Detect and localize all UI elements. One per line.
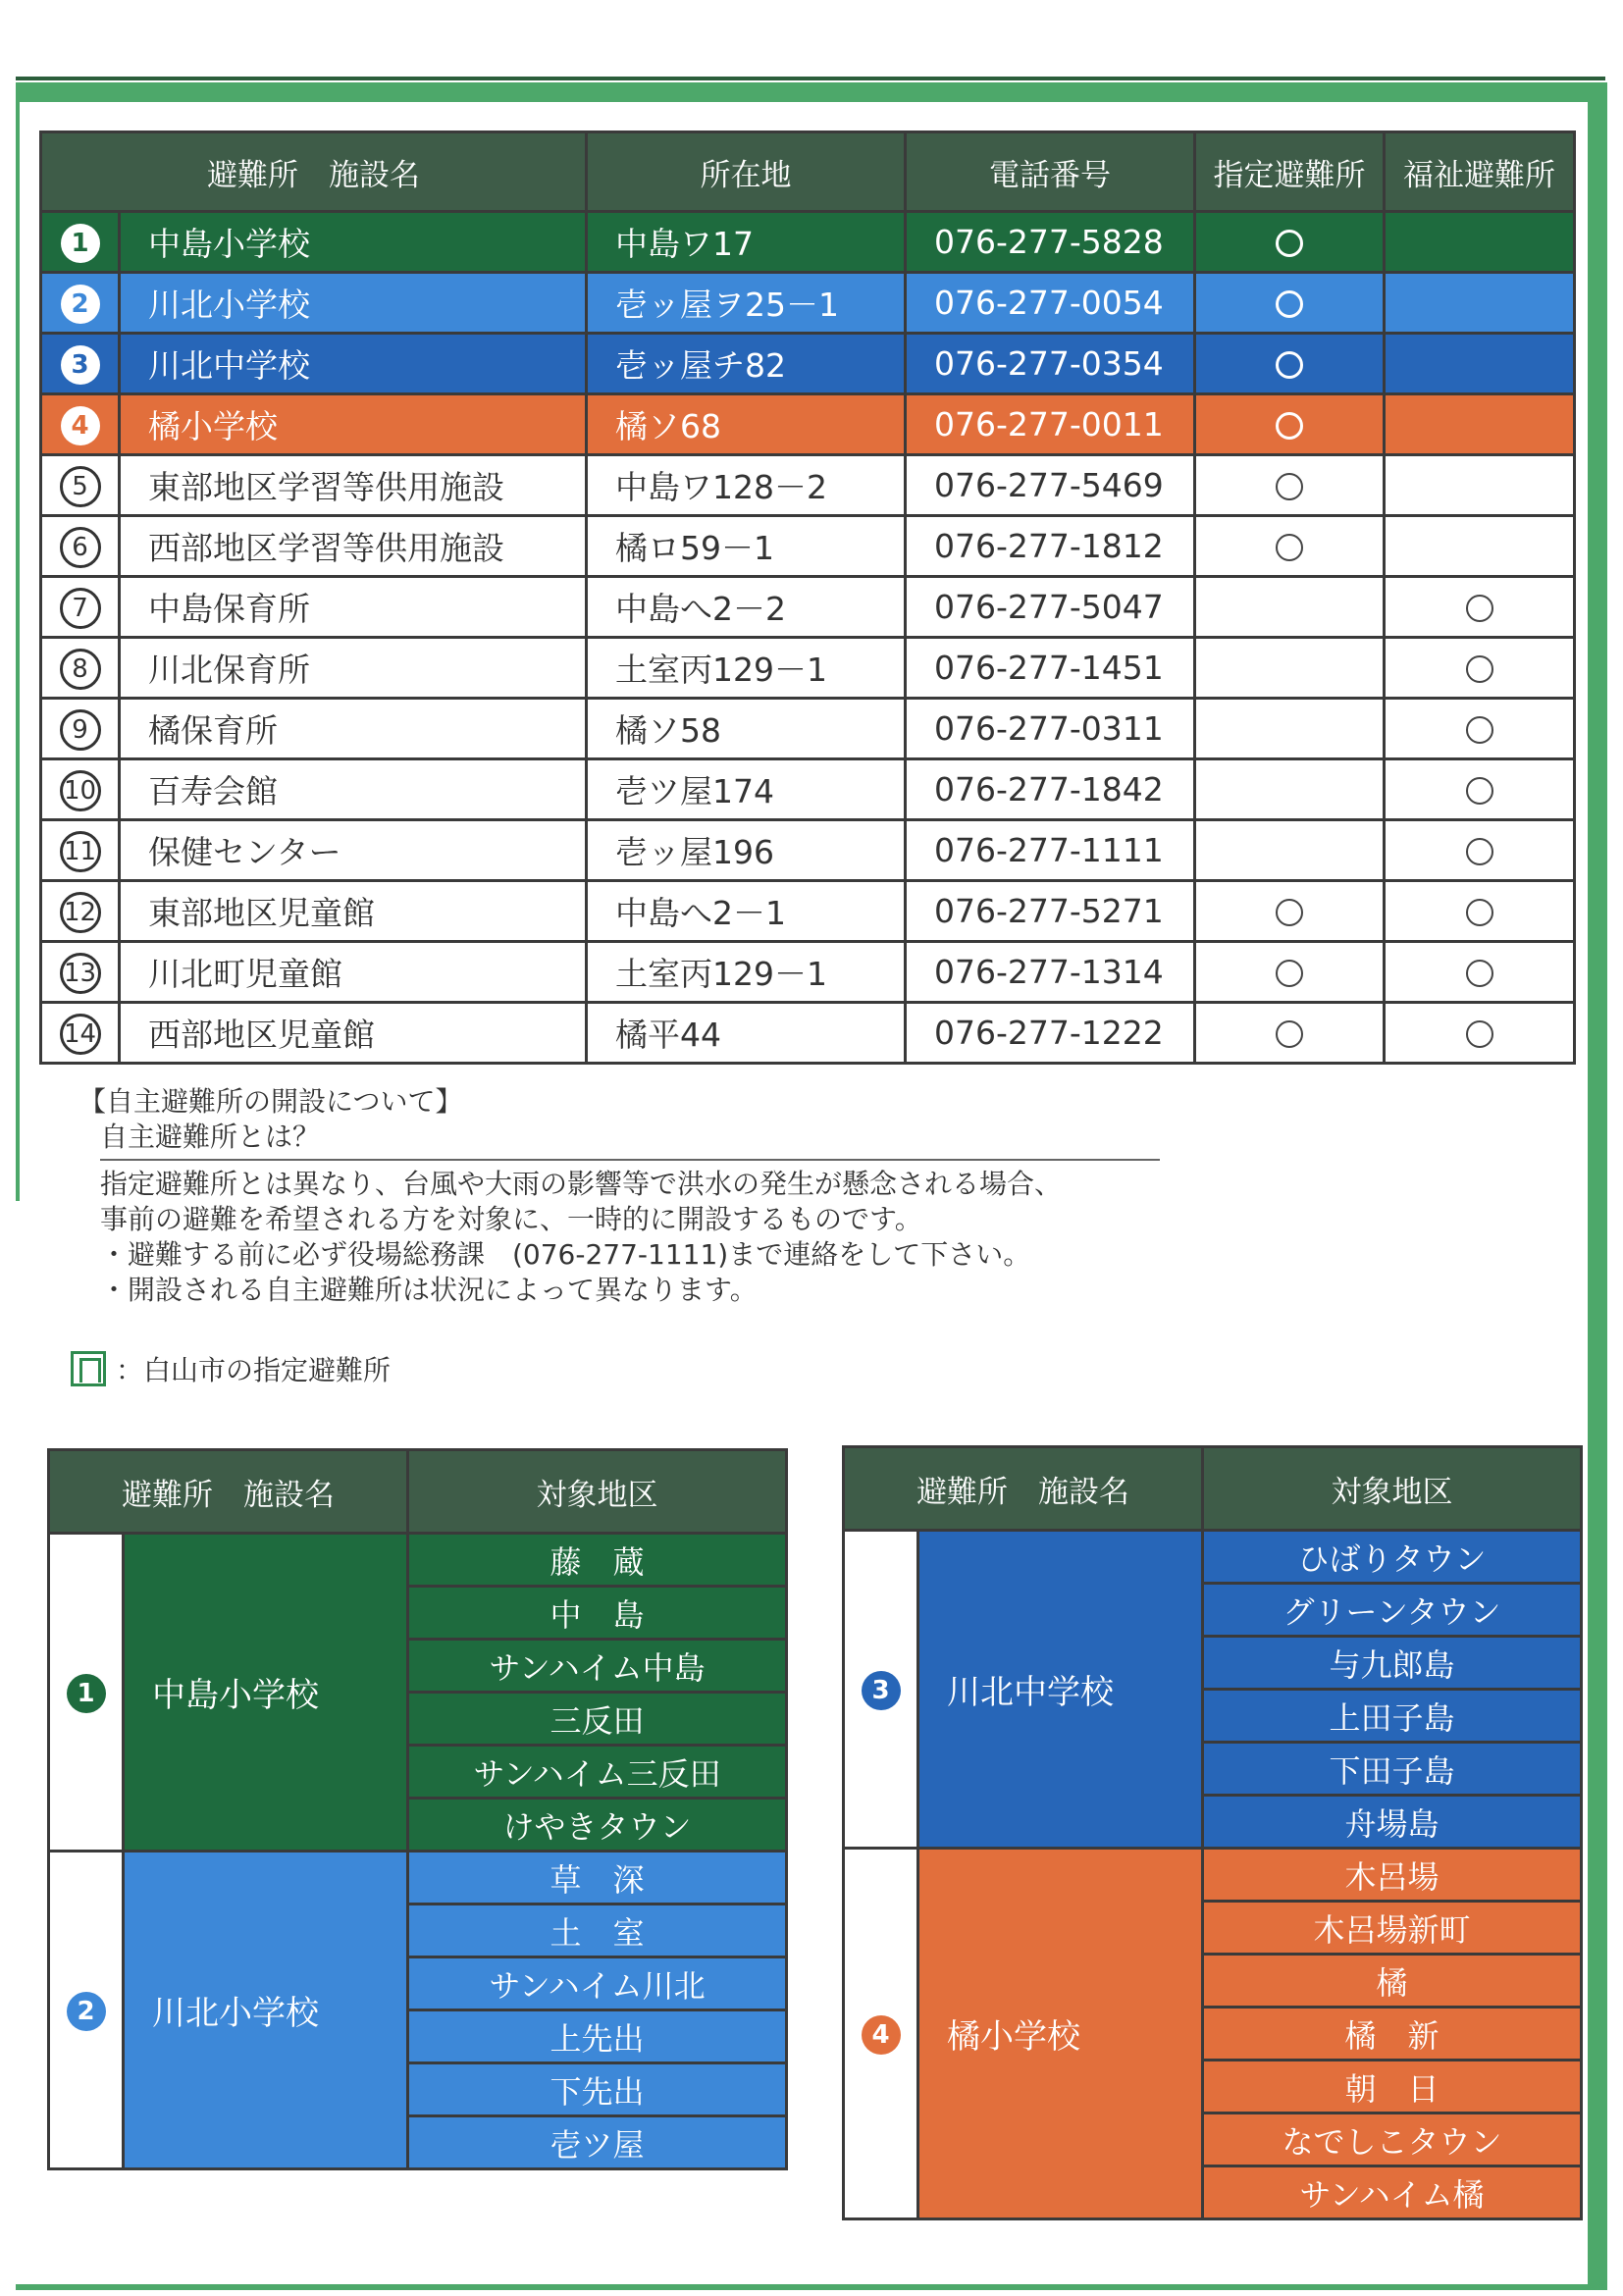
row-number-badge: 14 [60, 1014, 101, 1055]
designated-mark-cell [1195, 881, 1385, 942]
phone-cell: 076-277-1812 [906, 516, 1195, 577]
row-number-cell [41, 1003, 120, 1064]
district-cell: ひばりタウン [1203, 1531, 1582, 1584]
area-index-cell [844, 1531, 918, 1849]
district-cell: 藤 蔵 [408, 1534, 787, 1587]
frame-top-band [16, 82, 1605, 102]
welfare-mark-cell [1385, 212, 1575, 273]
frame-bottom-line [16, 2284, 1607, 2290]
facility-name-cell: 保健センター [120, 820, 587, 881]
area-table-left [47, 1448, 788, 2170]
designated-mark-cell [1195, 455, 1385, 516]
district-cell: サンハイム橘 [1203, 2166, 1582, 2219]
phone-cell: 076-277-5271 [906, 881, 1195, 942]
area-index-badge: 4 [862, 2015, 901, 2055]
district-cell: 与九郎島 [1203, 1637, 1582, 1690]
welfare-mark-cell [1385, 455, 1575, 516]
shelter-row [41, 881, 1575, 942]
row-number-badge: 2 [61, 285, 100, 324]
area-header-facility: 避難所 施設名 [844, 1447, 1203, 1531]
address-cell: 壱ツ屋174 [587, 759, 906, 820]
facility-name-cell: 橘保育所 [120, 699, 587, 759]
shelter-row [41, 577, 1575, 638]
district-cell: 橘 [1203, 1955, 1582, 2008]
circle-mark [1466, 838, 1493, 865]
legend-text: ：白山市の指定避難所 [116, 1354, 392, 1386]
address-cell: 壱ッ屋ヲ25－1 [587, 273, 906, 334]
phone-cell: 076-277-0311 [906, 699, 1195, 759]
phone-cell: 076-277-0011 [906, 394, 1195, 455]
shelter-row [41, 759, 1575, 820]
designated-mark-cell [1195, 577, 1385, 638]
welfare-mark-cell [1385, 577, 1575, 638]
welfare-mark-cell [1385, 942, 1575, 1003]
circle-mark [1276, 534, 1303, 561]
shelter-row [41, 1003, 1575, 1064]
facility-name-cell: 西部地区学習等供用施設 [120, 516, 587, 577]
shelter-row [41, 942, 1575, 1003]
facility-name-cell: 中島小学校 [120, 212, 587, 273]
facility-name-cell: 百寿会館 [120, 759, 587, 820]
row-number-badge: 6 [60, 527, 101, 568]
area-table-right-header [844, 1447, 1582, 1531]
area-row [844, 1531, 1582, 1584]
shelter-row [41, 212, 1575, 273]
header-welfare: 福祉避難所 [1385, 132, 1575, 212]
shelter-row [41, 699, 1575, 759]
frame-left-line [16, 102, 20, 1201]
legend [71, 1349, 391, 1388]
address-cell: 橘ソ68 [587, 394, 906, 455]
area-row [49, 1534, 787, 1587]
header-address: 所在地 [587, 132, 906, 212]
address-cell: 中島ワ17 [587, 212, 906, 273]
notes-line-2: 事前の避難を希望される方を対象に、一時的に開設するものです。 [100, 1203, 922, 1235]
address-cell: 橘ソ58 [587, 699, 906, 759]
circle-mark [1276, 351, 1303, 379]
header-facility-name: 避難所 施設名 [41, 132, 587, 212]
welfare-mark-cell [1385, 273, 1575, 334]
facility-name-cell: 西部地区児童館 [120, 1003, 587, 1064]
shelter-row [41, 516, 1575, 577]
header-phone: 電話番号 [906, 132, 1195, 212]
phone-cell: 076-277-1842 [906, 759, 1195, 820]
district-cell: 壱ツ屋 [408, 2116, 787, 2169]
circle-mark [1466, 777, 1493, 805]
district-cell: 橘 新 [1203, 2008, 1582, 2061]
area-table-right [842, 1445, 1583, 2220]
phone-cell: 076-277-1222 [906, 1003, 1195, 1064]
designated-mark-cell [1195, 273, 1385, 334]
shelter-row [41, 455, 1575, 516]
phone-cell: 076-277-0054 [906, 273, 1195, 334]
facility-name-cell: 川北小学校 [120, 273, 587, 334]
designated-mark-cell [1195, 394, 1385, 455]
welfare-mark-cell [1385, 394, 1575, 455]
row-number-badge: 8 [60, 649, 101, 690]
facility-name-cell: 川北町児童館 [120, 942, 587, 1003]
welfare-mark-cell [1385, 1003, 1575, 1064]
phone-cell: 076-277-5469 [906, 455, 1195, 516]
district-cell: サンハイム川北 [408, 1957, 787, 2010]
designated-mark-cell [1195, 759, 1385, 820]
address-cell: 橘平44 [587, 1003, 906, 1064]
notes-divider [100, 1159, 1160, 1161]
designated-mark-cell [1195, 334, 1385, 394]
row-number-cell [41, 942, 120, 1003]
district-cell: 上田子島 [1203, 1690, 1582, 1743]
address-cell: 橘ロ59－1 [587, 516, 906, 577]
area-index-badge: 1 [67, 1674, 106, 1713]
phone-cell: 076-277-0354 [906, 334, 1195, 394]
area-header-district: 対象地区 [408, 1450, 787, 1534]
frame-top-border [16, 77, 1605, 80]
circle-mark [1466, 1020, 1493, 1048]
circle-mark [1466, 716, 1493, 744]
shelter-table-header [41, 132, 1575, 212]
district-cell: 舟場島 [1203, 1796, 1582, 1849]
district-cell: 木呂場 [1203, 1849, 1582, 1902]
emergency-exit-icon [71, 1351, 106, 1386]
self-evacuation-notes [79, 1084, 1207, 1308]
shelter-row [41, 820, 1575, 881]
facility-name-cell: 東部地区学習等供用施設 [120, 455, 587, 516]
row-number-cell [41, 881, 120, 942]
facility-name-cell: 橘小学校 [120, 394, 587, 455]
welfare-mark-cell [1385, 699, 1575, 759]
district-cell: 上先出 [408, 2010, 787, 2063]
area-index-badge: 3 [862, 1671, 901, 1710]
circle-mark [1466, 595, 1493, 622]
row-number-cell [41, 273, 120, 334]
area-header-facility: 避難所 施設名 [49, 1450, 408, 1534]
district-cell: 木呂場新町 [1203, 1902, 1582, 1955]
row-number-badge: 7 [60, 588, 101, 629]
area-index-cell [49, 1852, 124, 2169]
welfare-mark-cell [1385, 759, 1575, 820]
row-number-cell [41, 638, 120, 699]
designated-mark-cell [1195, 820, 1385, 881]
designated-mark-cell [1195, 516, 1385, 577]
designated-mark-cell [1195, 1003, 1385, 1064]
welfare-mark-cell [1385, 638, 1575, 699]
area-row [844, 1849, 1582, 1902]
district-cell: 朝 日 [1203, 2061, 1582, 2113]
district-cell: 草 深 [408, 1852, 787, 1905]
address-cell: 壱ッ屋チ82 [587, 334, 906, 394]
facility-name-cell: 川北保育所 [120, 638, 587, 699]
area-facility-name: 橘小学校 [918, 1849, 1203, 2219]
notes-subheading: 自主避難所とは？ [100, 1121, 321, 1153]
area-index-cell [49, 1534, 124, 1852]
address-cell: 土室丙129－1 [587, 942, 906, 1003]
row-number-cell [41, 334, 120, 394]
circle-mark [1276, 230, 1303, 257]
district-cell: グリーンタウン [1203, 1584, 1582, 1637]
row-number-cell [41, 516, 120, 577]
address-cell: 壱ッ屋196 [587, 820, 906, 881]
notes-line-3: ・避難する前に必ず役場総務課 (076-277-1111)まで連絡をして下さい。 [100, 1238, 1031, 1271]
district-cell: 下田子島 [1203, 1743, 1582, 1796]
row-number-badge: 10 [60, 770, 101, 811]
phone-cell: 076-277-1451 [906, 638, 1195, 699]
row-number-cell [41, 394, 120, 455]
row-number-badge: 11 [60, 831, 101, 872]
circle-mark [1276, 412, 1303, 440]
row-number-badge: 4 [61, 406, 100, 445]
district-cell: なでしこタウン [1203, 2113, 1582, 2166]
address-cell: 中島へ2－1 [587, 881, 906, 942]
shelter-row [41, 334, 1575, 394]
facility-name-cell: 川北中学校 [120, 334, 587, 394]
district-cell: サンハイム三反田 [408, 1746, 787, 1799]
circle-mark [1276, 473, 1303, 500]
circle-mark [1276, 899, 1303, 926]
district-cell: 土 室 [408, 1905, 787, 1957]
circle-mark [1276, 290, 1303, 318]
shelter-row [41, 638, 1575, 699]
welfare-mark-cell [1385, 334, 1575, 394]
phone-cell: 076-277-1314 [906, 942, 1195, 1003]
area-facility-name: 川北小学校 [124, 1852, 408, 2169]
circle-mark [1276, 960, 1303, 987]
shelter-row [41, 394, 1575, 455]
row-number-cell [41, 455, 120, 516]
notes-heading: 【自主避難所の開設について】 [79, 1085, 463, 1118]
area-header-district: 対象地区 [1203, 1447, 1582, 1531]
circle-mark [1466, 899, 1493, 926]
area-table-left-header [49, 1450, 787, 1534]
shelter-table [39, 130, 1576, 1065]
designated-mark-cell [1195, 942, 1385, 1003]
circle-mark [1276, 1020, 1303, 1048]
area-facility-name: 中島小学校 [124, 1534, 408, 1852]
shelter-row [41, 273, 1575, 334]
circle-mark [1466, 960, 1493, 987]
phone-cell: 076-277-1111 [906, 820, 1195, 881]
row-number-cell [41, 577, 120, 638]
welfare-mark-cell [1385, 820, 1575, 881]
phone-cell: 076-277-5047 [906, 577, 1195, 638]
area-row [49, 1852, 787, 1905]
facility-name-cell: 東部地区児童館 [120, 881, 587, 942]
area-index-badge: 2 [67, 1992, 106, 2031]
row-number-badge: 5 [60, 466, 101, 507]
address-cell: 土室丙129－1 [587, 638, 906, 699]
row-number-cell [41, 820, 120, 881]
phone-cell: 076-277-5828 [906, 212, 1195, 273]
welfare-mark-cell [1385, 881, 1575, 942]
area-index-cell [844, 1849, 918, 2219]
designated-mark-cell [1195, 699, 1385, 759]
facility-name-cell: 中島保育所 [120, 577, 587, 638]
area-facility-name: 川北中学校 [918, 1531, 1203, 1849]
row-number-badge: 9 [60, 709, 101, 751]
address-cell: 中島ワ128－2 [587, 455, 906, 516]
row-number-cell [41, 212, 120, 273]
notes-line-1: 指定避難所とは異なり、台風や大雨の影響等で洪水の発生が懸念される場合、 [100, 1168, 1063, 1200]
district-cell: 下先出 [408, 2063, 787, 2116]
district-cell: 中 島 [408, 1587, 787, 1640]
designated-mark-cell [1195, 212, 1385, 273]
row-number-badge: 12 [60, 892, 101, 933]
row-number-cell [41, 759, 120, 820]
row-number-badge: 3 [61, 345, 100, 385]
row-number-badge: 13 [60, 953, 101, 994]
circle-mark [1466, 655, 1493, 683]
header-designated: 指定避難所 [1195, 132, 1385, 212]
row-number-badge: 1 [61, 224, 100, 263]
notes-line-4: ・開設される自主避難所は状況によって異なります。 [100, 1274, 758, 1306]
address-cell: 中島へ2－2 [587, 577, 906, 638]
welfare-mark-cell [1385, 516, 1575, 577]
row-number-cell [41, 699, 120, 759]
district-cell: 三反田 [408, 1693, 787, 1746]
district-cell: けやきタウン [408, 1799, 787, 1852]
frame-right-band [1588, 82, 1607, 2284]
designated-mark-cell [1195, 638, 1385, 699]
district-cell: サンハイム中島 [408, 1640, 787, 1693]
